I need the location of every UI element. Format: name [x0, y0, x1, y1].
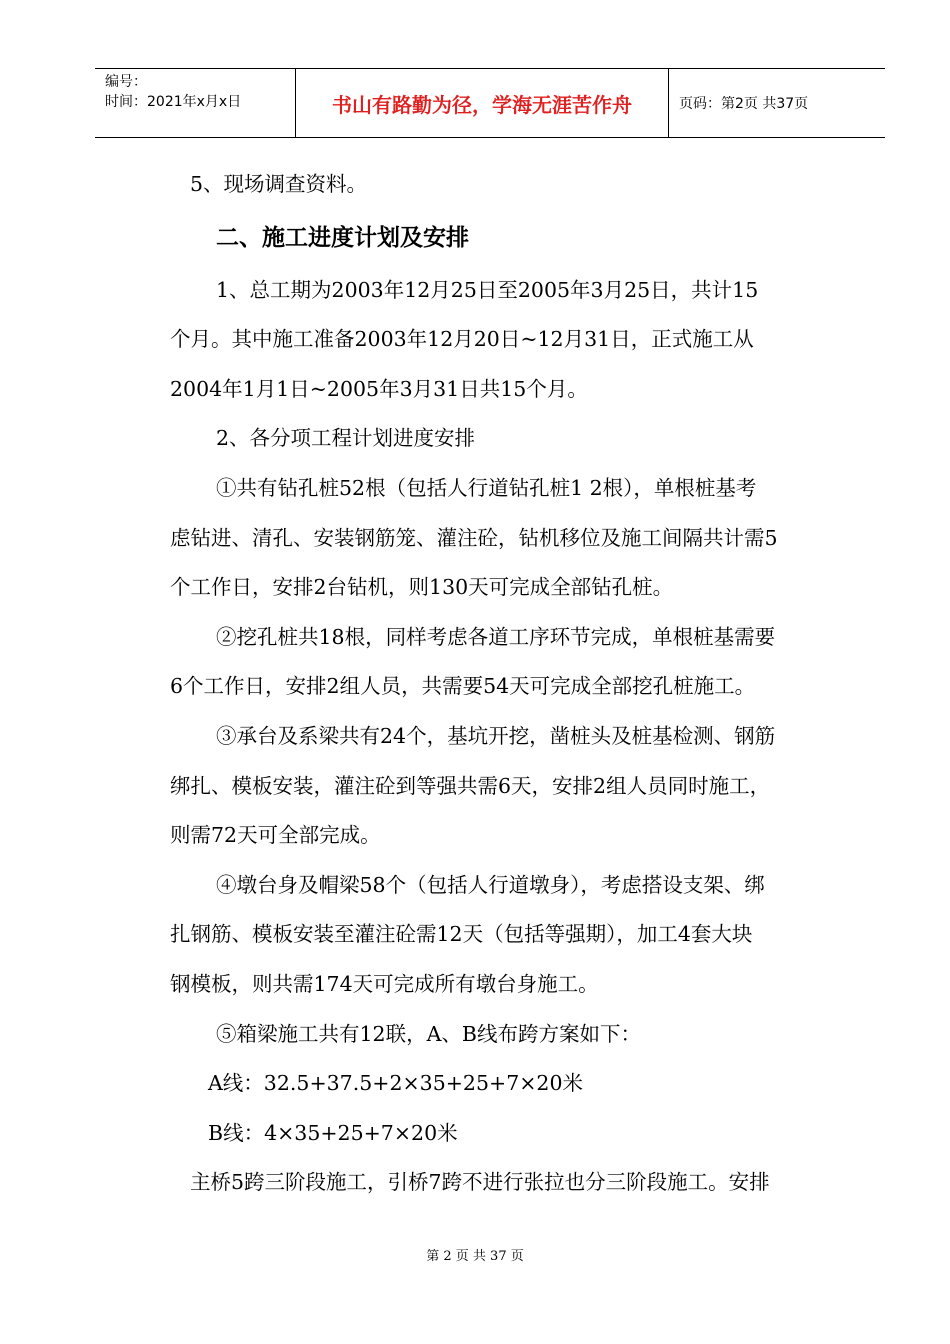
item-c3-line-3: 则需72天可全部完成。	[170, 823, 381, 848]
item-c4-line-3: 钢模板，则共需174天可完成所有墩台身施工。	[170, 971, 599, 996]
header-page-info	[669, 69, 885, 137]
item-c5-line-1: ⑤箱梁施工共有12联，A、B线布跨方案如下：	[216, 1021, 641, 1046]
item-c3-line-2: 绑扎、模板安装，灌注砼到等强共需6天，安排2组人员同时施工，	[170, 773, 771, 798]
paragraph-1-line-1: 1、总工期为2003年12月25日至2005年3月25日，共计15	[216, 277, 759, 302]
section-title: 二、施工进度计划及安排	[216, 224, 469, 251]
item-c1-line-1: ①共有钻孔桩52根（包括人行道钻孔桩1 2根），单根桩基考	[216, 475, 757, 500]
header-meta	[95, 69, 296, 137]
time-label: 时间：2021年x月x日	[105, 94, 242, 110]
paragraph-2: 2、各分项工程计划进度安排	[216, 426, 476, 451]
line-a-spans: A线：32.5+37.5+2×35+25+7×20米	[208, 1071, 583, 1096]
item-c4-line-2: 扎钢筋、模板安装至灌注砼需12天（包括等强期），加工4套大块	[170, 922, 753, 947]
paragraph-1-line-3: 2004年1月1日~2005年3月31日共15个月。	[170, 376, 588, 401]
item-c2-line-1: ②挖孔桩共18根，同样考虑各道工序环节完成，单根桩基需要	[216, 624, 776, 649]
item-c4-line-1: ④墩台身及帽梁58个（包括人行道墩身），考虑搭设支架、绑	[216, 872, 765, 897]
item-5: 5、现场调查资料。	[190, 172, 368, 196]
line-b-spans: B线：4×35+25+7×20米	[208, 1120, 458, 1145]
page-header	[95, 68, 885, 138]
document-body	[170, 160, 850, 1208]
number-label: 编号：	[105, 74, 147, 90]
motto: 书山有路勤为径，学海无涯苦作舟	[332, 92, 632, 117]
paragraph-1-line-2: 个月。其中施工准备2003年12月20日~12月31日，正式施工从	[170, 327, 754, 352]
closing-line: 主桥5跨三阶段施工，引桥7跨不进行张拉也分三阶段施工。安排	[190, 1170, 770, 1195]
item-c1-line-3: 个工作日，安排2台钻机，则130天可完成全部钻孔桩。	[170, 575, 674, 600]
item-c2-line-2: 6个工作日，安排2组人员，共需要54天可完成全部挖孔桩施工。	[170, 674, 756, 699]
item-c1-line-2: 虑钻进、清孔、安装钢筋笼、灌注砼，钻机移位及施工间隔共计需5	[170, 525, 778, 550]
header-motto-cell	[296, 69, 669, 137]
item-c3-line-1: ③承台及系梁共有24个，基坑开挖，凿桩头及桩基检测、钢筋	[216, 723, 776, 748]
page-footer: 第 2 页 共 37 页	[426, 1249, 524, 1264]
page-info: 页码：第2页 共37页	[679, 96, 809, 112]
